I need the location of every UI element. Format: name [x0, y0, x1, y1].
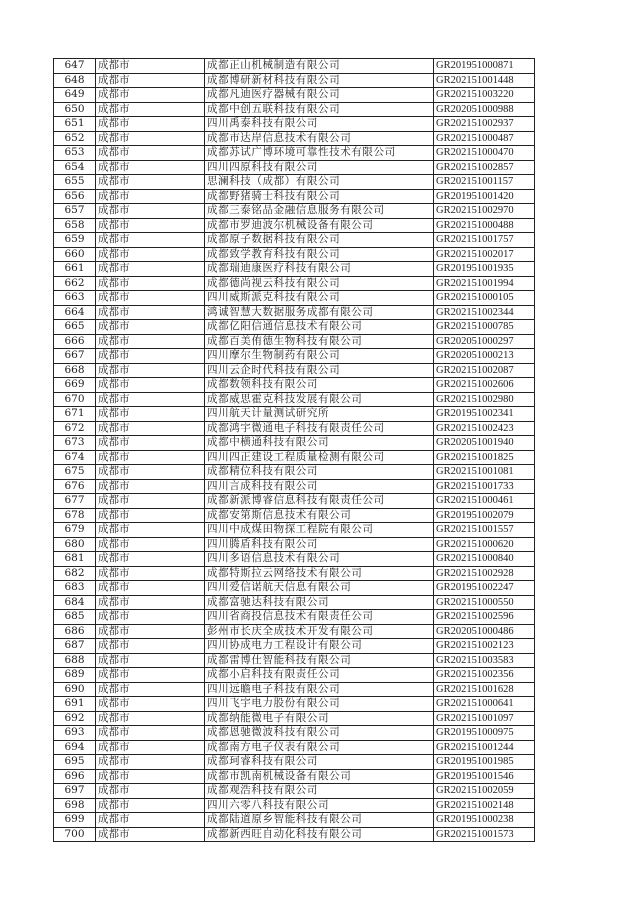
certificate-number-cell: GR201951002341	[434, 407, 535, 422]
city-cell: 成都市	[96, 566, 205, 581]
company-name-cell: 四川飞宇电力股份有限公司	[205, 697, 434, 712]
certificate-number-cell: GR202151001573	[434, 827, 535, 842]
company-name-cell: 四川四原科技有限公司	[205, 160, 434, 175]
company-name-cell: 彭州市长庆全成技术开发有限公司	[205, 624, 434, 639]
table-row	[54, 581, 535, 596]
city-cell: 成都市	[96, 247, 205, 262]
table-row	[54, 102, 535, 117]
city-cell: 成都市	[96, 552, 205, 567]
table-row	[54, 798, 535, 813]
company-name-cell: 四川云企时代科技有限公司	[205, 363, 434, 378]
table-row	[54, 827, 535, 842]
city-cell: 成都市	[96, 233, 205, 248]
row-number: 659	[54, 233, 96, 248]
city-cell: 成都市	[96, 479, 205, 494]
city-cell: 成都市	[96, 88, 205, 103]
certificate-number-cell: GR202151001244	[434, 740, 535, 755]
certificate-number-cell: GR202051000297	[434, 334, 535, 349]
city-cell: 成都市	[96, 146, 205, 161]
company-name-cell: 成都德尚视云科技有限公司	[205, 276, 434, 291]
certificate-number-cell: GR201951001546	[434, 769, 535, 784]
city-cell: 成都市	[96, 697, 205, 712]
certificate-number-cell: GR202151002423	[434, 421, 535, 436]
city-cell: 成都市	[96, 494, 205, 509]
company-name-cell: 成都陆道原乡智能科技有限公司	[205, 813, 434, 828]
city-cell: 成都市	[96, 102, 205, 117]
company-name-cell: 成都恩驰微波科技有限公司	[205, 726, 434, 741]
row-number: 672	[54, 421, 96, 436]
table-row	[54, 610, 535, 625]
row-number: 698	[54, 798, 96, 813]
table-row	[54, 726, 535, 741]
company-name-cell: 四川六零八科技有限公司	[205, 798, 434, 813]
certificate-number-cell: GR202151000470	[434, 146, 535, 161]
table-row	[54, 566, 535, 581]
city-cell: 成都市	[96, 160, 205, 175]
table-row	[54, 436, 535, 451]
company-name-cell: 成都观浩科技有限公司	[205, 784, 434, 799]
row-number: 699	[54, 813, 96, 828]
certificate-number-cell: GR202151002344	[434, 305, 535, 320]
row-number: 650	[54, 102, 96, 117]
certificate-number-cell: GR201951000238	[434, 813, 535, 828]
certificate-number-cell: GR202151001081	[434, 465, 535, 480]
company-name-cell: 成都珂睿科技有限公司	[205, 755, 434, 770]
city-cell: 成都市	[96, 827, 205, 842]
row-number: 657	[54, 204, 96, 219]
row-number: 663	[54, 291, 96, 306]
certificate-number-cell: GR202151002087	[434, 363, 535, 378]
certificate-number-cell: GR202151003220	[434, 88, 535, 103]
company-name-cell: 成都三泰铭品金融信息服务有限公司	[205, 204, 434, 219]
company-name-cell: 成都原子数据科技有限公司	[205, 233, 434, 248]
enterprise-registry-table	[53, 58, 535, 842]
row-number: 647	[54, 59, 96, 74]
company-name-cell: 成都鸿宇微通电子科技有限责任公司	[205, 421, 434, 436]
row-number: 696	[54, 769, 96, 784]
row-number: 652	[54, 131, 96, 146]
row-number: 670	[54, 392, 96, 407]
city-cell: 成都市	[96, 798, 205, 813]
table-row	[54, 784, 535, 799]
company-name-cell: 成都小启科技有限责任公司	[205, 668, 434, 683]
table-row	[54, 450, 535, 465]
certificate-number-cell: GR202151000785	[434, 320, 535, 335]
table-row	[54, 407, 535, 422]
row-number: 690	[54, 682, 96, 697]
row-number: 674	[54, 450, 96, 465]
city-cell: 成都市	[96, 392, 205, 407]
city-cell: 成都市	[96, 581, 205, 596]
table-row	[54, 334, 535, 349]
row-number: 665	[54, 320, 96, 335]
city-cell: 成都市	[96, 595, 205, 610]
city-cell: 成都市	[96, 726, 205, 741]
certificate-number-cell: GR202151003583	[434, 653, 535, 668]
table-row	[54, 131, 535, 146]
row-number: 678	[54, 508, 96, 523]
company-name-cell: 成都市达岸信息技术有限公司	[205, 131, 434, 146]
certificate-number-cell: GR202151002017	[434, 247, 535, 262]
certificate-number-cell: GR202151001097	[434, 711, 535, 726]
city-cell: 成都市	[96, 668, 205, 683]
company-name-cell: 成都新派博睿信息科技有限责任公司	[205, 494, 434, 509]
row-number: 687	[54, 639, 96, 654]
city-cell: 成都市	[96, 407, 205, 422]
table-row	[54, 262, 535, 277]
table-row	[54, 595, 535, 610]
certificate-number-cell: GR202151002606	[434, 378, 535, 393]
company-name-cell: 四川四正建设工程质量检测有限公司	[205, 450, 434, 465]
certificate-number-cell: GR202051000213	[434, 349, 535, 364]
certificate-number-cell: GR202151002596	[434, 610, 535, 625]
company-name-cell: 四川禹泰科技有限公司	[205, 117, 434, 132]
company-name-cell: 成都富驰达科技有限公司	[205, 595, 434, 610]
company-name-cell: 成都纳能微电子有限公司	[205, 711, 434, 726]
table-row	[54, 233, 535, 248]
certificate-number-cell: GR202151001157	[434, 175, 535, 190]
row-number: 675	[54, 465, 96, 480]
city-cell: 成都市	[96, 291, 205, 306]
certificate-number-cell: GR202151001733	[434, 479, 535, 494]
company-name-cell: 成都精位科技有限公司	[205, 465, 434, 480]
table-row	[54, 218, 535, 233]
table-row	[54, 378, 535, 393]
row-number: 694	[54, 740, 96, 755]
certificate-number-cell: GR202151002148	[434, 798, 535, 813]
row-number: 651	[54, 117, 96, 132]
company-name-cell: 成都凡迪医疗器械有限公司	[205, 88, 434, 103]
row-number: 684	[54, 595, 96, 610]
company-name-cell: 四川言成科技有限公司	[205, 479, 434, 494]
company-name-cell: 四川远瞻电子科技有限公司	[205, 682, 434, 697]
city-cell: 成都市	[96, 305, 205, 320]
row-number: 686	[54, 624, 96, 639]
city-cell: 成都市	[96, 363, 205, 378]
row-number: 661	[54, 262, 96, 277]
company-name-cell: 成都正山机械制造有限公司	[205, 59, 434, 74]
table-row	[54, 117, 535, 132]
table-row	[54, 653, 535, 668]
company-name-cell: 成都安第斯信息技术有限公司	[205, 508, 434, 523]
city-cell: 成都市	[96, 262, 205, 277]
table-row	[54, 392, 535, 407]
table-row	[54, 465, 535, 480]
city-cell: 成都市	[96, 755, 205, 770]
company-name-cell: 成都雷博仕智能科技有限公司	[205, 653, 434, 668]
city-cell: 成都市	[96, 537, 205, 552]
row-number: 673	[54, 436, 96, 451]
certificate-number-cell: GR202051001940	[434, 436, 535, 451]
city-cell: 成都市	[96, 682, 205, 697]
row-number: 668	[54, 363, 96, 378]
certificate-number-cell: GR202151000488	[434, 218, 535, 233]
company-name-cell: 四川威斯派克科技有限公司	[205, 291, 434, 306]
city-cell: 成都市	[96, 421, 205, 436]
certificate-number-cell: GR202051000988	[434, 102, 535, 117]
city-cell: 成都市	[96, 131, 205, 146]
row-number: 683	[54, 581, 96, 596]
row-number: 681	[54, 552, 96, 567]
row-number: 662	[54, 276, 96, 291]
table-row	[54, 276, 535, 291]
company-name-cell: 成都致学教育科技有限公司	[205, 247, 434, 262]
row-number: 653	[54, 146, 96, 161]
row-number: 654	[54, 160, 96, 175]
certificate-number-cell: GR202151000840	[434, 552, 535, 567]
company-name-cell: 四川多语信息技术有限公司	[205, 552, 434, 567]
company-name-cell: 成都新西旺自动化科技有限公司	[205, 827, 434, 842]
city-cell: 成都市	[96, 624, 205, 639]
company-name-cell: 成都中创五联科技有限公司	[205, 102, 434, 117]
table-row	[54, 73, 535, 88]
city-cell: 成都市	[96, 320, 205, 335]
city-cell: 成都市	[96, 653, 205, 668]
table-row	[54, 421, 535, 436]
certificate-number-cell: GR202151002980	[434, 392, 535, 407]
row-number: 666	[54, 334, 96, 349]
table-row	[54, 682, 535, 697]
certificate-number-cell: GR202151000105	[434, 291, 535, 306]
company-name-cell: 成都市罗迪波尔机械设备有限公司	[205, 218, 434, 233]
row-number: 671	[54, 407, 96, 422]
certificate-number-cell: GR202151000550	[434, 595, 535, 610]
row-number: 679	[54, 523, 96, 538]
city-cell: 成都市	[96, 276, 205, 291]
table-row	[54, 523, 535, 538]
table-row	[54, 59, 535, 74]
certificate-number-cell: GR202151002123	[434, 639, 535, 654]
company-name-cell: 鸿诚智慧大数据服务成都有限公司	[205, 305, 434, 320]
table-row	[54, 204, 535, 219]
certificate-number-cell: GR202151001825	[434, 450, 535, 465]
company-name-cell: 成都数领科技有限公司	[205, 378, 434, 393]
row-number: 660	[54, 247, 96, 262]
row-number: 677	[54, 494, 96, 509]
table-row	[54, 479, 535, 494]
company-name-cell: 成都中横通科技有限公司	[205, 436, 434, 451]
table-body	[54, 59, 535, 842]
city-cell: 成都市	[96, 523, 205, 538]
company-name-cell: 成都威思霍克科技发展有限公司	[205, 392, 434, 407]
table-row	[54, 740, 535, 755]
certificate-number-cell: GR202051000486	[434, 624, 535, 639]
city-cell: 成都市	[96, 639, 205, 654]
company-name-cell: 四川省商投信息技术有限责任公司	[205, 610, 434, 625]
row-number: 667	[54, 349, 96, 364]
table-row	[54, 88, 535, 103]
row-number: 682	[54, 566, 96, 581]
city-cell: 成都市	[96, 711, 205, 726]
city-cell: 成都市	[96, 349, 205, 364]
table-row	[54, 711, 535, 726]
certificate-number-cell: GR202151002857	[434, 160, 535, 175]
row-number: 649	[54, 88, 96, 103]
certificate-number-cell: GR201951001985	[434, 755, 535, 770]
certificate-number-cell: GR201951001420	[434, 189, 535, 204]
city-cell: 成都市	[96, 813, 205, 828]
table-row	[54, 697, 535, 712]
city-cell: 成都市	[96, 189, 205, 204]
company-name-cell: 四川中成煤田物探工程院有限公司	[205, 523, 434, 538]
table-row	[54, 624, 535, 639]
row-number: 691	[54, 697, 96, 712]
city-cell: 成都市	[96, 204, 205, 219]
certificate-number-cell: GR202151001628	[434, 682, 535, 697]
table-row	[54, 146, 535, 161]
company-name-cell: 思澜科技（成都）有限公司	[205, 175, 434, 190]
row-number: 656	[54, 189, 96, 204]
row-number: 688	[54, 653, 96, 668]
table-row	[54, 508, 535, 523]
company-name-cell: 四川爱信诺航天信息有限公司	[205, 581, 434, 596]
certificate-number-cell: GR202151001757	[434, 233, 535, 248]
row-number: 658	[54, 218, 96, 233]
city-cell: 成都市	[96, 117, 205, 132]
table-row	[54, 668, 535, 683]
company-name-cell: 成都野猪骑士科技有限公司	[205, 189, 434, 204]
certificate-number-cell: GR202151000641	[434, 697, 535, 712]
certificate-number-cell: GR201951000871	[434, 59, 535, 74]
city-cell: 成都市	[96, 508, 205, 523]
table-row	[54, 639, 535, 654]
row-number: 697	[54, 784, 96, 799]
city-cell: 成都市	[96, 73, 205, 88]
table-row	[54, 189, 535, 204]
row-number: 664	[54, 305, 96, 320]
city-cell: 成都市	[96, 610, 205, 625]
certificate-number-cell: GR202151001994	[434, 276, 535, 291]
table-row	[54, 175, 535, 190]
city-cell: 成都市	[96, 218, 205, 233]
city-cell: 成都市	[96, 450, 205, 465]
certificate-number-cell: GR202151002928	[434, 566, 535, 581]
certificate-number-cell: GR202151000461	[434, 494, 535, 509]
table-row	[54, 363, 535, 378]
certificate-number-cell: GR201951000975	[434, 726, 535, 741]
certificate-number-cell: GR202151002356	[434, 668, 535, 683]
city-cell: 成都市	[96, 465, 205, 480]
table-row	[54, 247, 535, 262]
company-name-cell: 四川腾盾科技有限公司	[205, 537, 434, 552]
city-cell: 成都市	[96, 784, 205, 799]
company-name-cell: 成都特斯拉云网络技术有限公司	[205, 566, 434, 581]
certificate-number-cell: GR201951002079	[434, 508, 535, 523]
certificate-number-cell: GR202151000487	[434, 131, 535, 146]
table-row	[54, 537, 535, 552]
table-row	[54, 494, 535, 509]
city-cell: 成都市	[96, 59, 205, 74]
table-row	[54, 160, 535, 175]
table-row	[54, 755, 535, 770]
certificate-number-cell: GR201951001935	[434, 262, 535, 277]
row-number: 685	[54, 610, 96, 625]
city-cell: 成都市	[96, 175, 205, 190]
certificate-number-cell: GR201951002247	[434, 581, 535, 596]
city-cell: 成都市	[96, 436, 205, 451]
certificate-number-cell: GR202151000620	[434, 537, 535, 552]
company-name-cell: 四川航天计量测试研究所	[205, 407, 434, 422]
row-number: 692	[54, 711, 96, 726]
certificate-number-cell: GR202151001448	[434, 73, 535, 88]
row-number: 695	[54, 755, 96, 770]
company-name-cell: 四川摩尔生物制药有限公司	[205, 349, 434, 364]
company-name-cell: 成都瑞迪康医疗科技有限公司	[205, 262, 434, 277]
row-number: 669	[54, 378, 96, 393]
company-name-cell: 成都百美侑德生物科技有限公司	[205, 334, 434, 349]
company-name-cell: 四川协成电力工程设计有限公司	[205, 639, 434, 654]
city-cell: 成都市	[96, 740, 205, 755]
row-number: 689	[54, 668, 96, 683]
certificate-number-cell: GR202151001557	[434, 523, 535, 538]
table-row	[54, 349, 535, 364]
certificate-number-cell: GR202151002937	[434, 117, 535, 132]
city-cell: 成都市	[96, 769, 205, 784]
row-number: 693	[54, 726, 96, 741]
table-row	[54, 305, 535, 320]
company-name-cell: 成都亿阳信通信息技术有限公司	[205, 320, 434, 335]
document-page	[53, 58, 530, 842]
table-row	[54, 813, 535, 828]
row-number: 700	[54, 827, 96, 842]
table-row	[54, 552, 535, 567]
certificate-number-cell: GR202151002059	[434, 784, 535, 799]
row-number: 680	[54, 537, 96, 552]
city-cell: 成都市	[96, 334, 205, 349]
company-name-cell: 成都苏试广博环境可靠性技术有限公司	[205, 146, 434, 161]
table-row	[54, 769, 535, 784]
row-number: 676	[54, 479, 96, 494]
company-name-cell: 成都南方电子仪表有限公司	[205, 740, 434, 755]
table-row	[54, 320, 535, 335]
row-number: 655	[54, 175, 96, 190]
row-number: 648	[54, 73, 96, 88]
table-row	[54, 291, 535, 306]
city-cell: 成都市	[96, 378, 205, 393]
certificate-number-cell: GR202151002970	[434, 204, 535, 219]
company-name-cell: 成都市凯南机械设备有限公司	[205, 769, 434, 784]
company-name-cell: 成都博研新材科技有限公司	[205, 73, 434, 88]
